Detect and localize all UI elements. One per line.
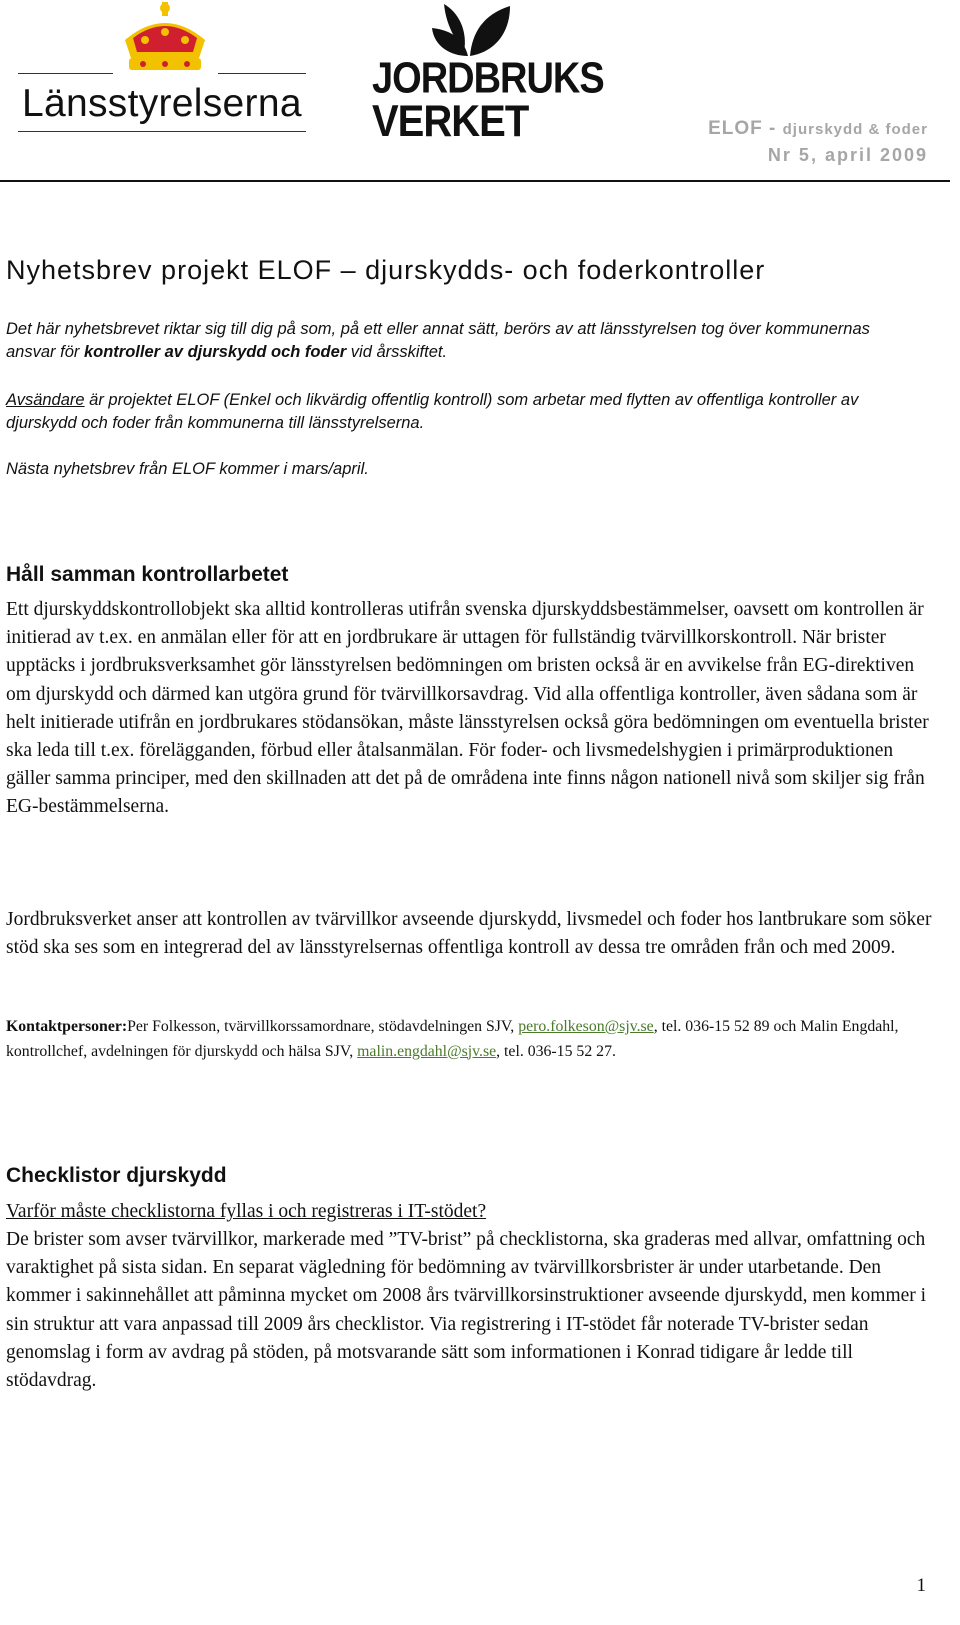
sender-text: är projektet ELOF (Enkel och likvärdig offentlig kontroll) som arbetar med flytten av offentliga kontroller av djurskydd och foder från kommunerna till länsstyrelserna. <box>6 391 859 432</box>
header-divider <box>0 180 950 182</box>
email-link-folkesson[interactable]: pero.folkeson@sjv.se <box>518 1018 654 1035</box>
lansstyrelserna-wordmark: Länsstyrelserna <box>22 82 302 125</box>
series-suffix: djurskydd & foder <box>782 121 928 138</box>
intro-paragraph-2 <box>6 389 906 435</box>
intro-paragraph-1 <box>6 318 906 364</box>
intro-paragraph-3: Nästa nyhetsbrev från ELOF kommer i mars/april. <box>6 460 369 478</box>
lansstyrelserna-logo <box>18 0 318 145</box>
newsletter-series <box>708 118 928 140</box>
section-heading-kontroll: Håll samman kontrollarbetet <box>6 563 289 586</box>
contacts-label: Kontaktpersoner: <box>6 1018 128 1035</box>
logo-rule-left <box>18 73 113 74</box>
jordbruksverket-wordmark-line1: JORDBRUKS <box>372 54 604 103</box>
checklist-question: Varför måste checklistorna fyllas i och registreras i IT-stödet? <box>6 1201 487 1222</box>
leaf-icon <box>424 2 514 57</box>
logo-rule-right <box>218 73 306 74</box>
section-heading-checklistor: Checklistor djurskydd <box>6 1164 227 1187</box>
jordbruksverket-wordmark-line2: VERKET <box>372 96 529 147</box>
jordbruksverket-logo <box>372 2 604 147</box>
contacts-text-1: Per Folkesson, tvärvillkorssamordnare, stödavdelningen SJV, <box>127 1018 519 1035</box>
intro-text-end: vid årsskiftet. <box>346 343 448 361</box>
contacts-paragraph <box>6 1015 936 1064</box>
intro-emphasis: kontroller av djurskydd och foder <box>83 343 347 361</box>
contacts-text-3: , tel. 036-15 52 27. <box>496 1042 616 1060</box>
sender-link[interactable]: Avsändare <box>6 391 85 409</box>
series-prefix: ELOF - <box>708 118 783 139</box>
contacts-text-2: , tel. 036-15 52 89 och Malin Engdahl, kontrollchef, avdelningen för djurskydd och hälsa SJV, <box>6 1018 899 1060</box>
page-number: 1 <box>916 1575 926 1596</box>
intro-text: Det här nyhetsbrevet riktar sig till dig på som, på ett eller annat sätt, berörs av att länsstyrelsen tog över kommunernas ansvar för <box>6 320 870 361</box>
email-link-engdahl[interactable]: malin.engdahl@sjv.se <box>357 1042 497 1060</box>
logo-rule-bottom <box>18 131 306 132</box>
kontroll-paragraph-1: Ett djurskyddskontrollobjekt ska alltid kontrolleras utifrån svenska djurskyddsbestämmelser, oavsett om kontrollen är initierad av t.ex. en anmälan eller för att en jordbrukare är uttagen för fullständig tvärvillkorskontroll. När brister upptäcks i jordbruksverksamhet gör länsstyrelsen bedömningen om bristen också är en avvikelse från EG-direktiven om djurskydd och därmed kan utgöra grund för tvärvillkorsavdrag. Vid alla offentliga kontroller, även sådana som är helt initierade utifrån en jordbrukares stödansökan, måste länsstyrelsen också göra bedömningen om eventuella brister ska leda till t.ex. förelägganden, förbud eller åtalsanmälan. För foder- och livsmedelshygien i primärproduktionen gäller samma principer, med den skillnaden att det på de områdena inte finns någon nationell nivå som skiljer sig från EG-bestämmelserna. <box>6 599 929 818</box>
issue-number: Nr 5, april 2009 <box>767 145 928 165</box>
page-title: Nyhetsbrev projekt ELOF – djurskydds- och foderkontroller <box>6 255 766 285</box>
crown-icon <box>113 0 218 80</box>
checklist-paragraph: De brister som avser tvärvillkor, markerade med ”TV-brist” på checklistorna, ska graderas med allvar, omfattning och varaktighet på sista sidan. En separat vägledning för bedömning av tvärvillkorsbrister är under utarbetande. Den kommer i sakinnehållet att påminna mycket om 2008 års tvärvillkorsinstruktioner avseende djurskydd, men kommer i sin struktur att vara anpassad till 2009 års checklistor. Via registrering i IT-stödet får noterade TV-brister sedan genomslag i form av avdrag på stöden, på motsvarande sätt som informationen i Konrad tidigare år ledde till stödavdrag. <box>6 1229 927 1392</box>
kontroll-paragraph-2: Jordbruksverket anser att kontrollen av tvärvillkor avseende djurskydd, livsmedel och foder hos lantbrukare som söker stöd ska ses som en integrerad del av länsstyrelsernas offentliga kontroll av dessa tre områden från och med 2009. <box>6 909 932 959</box>
